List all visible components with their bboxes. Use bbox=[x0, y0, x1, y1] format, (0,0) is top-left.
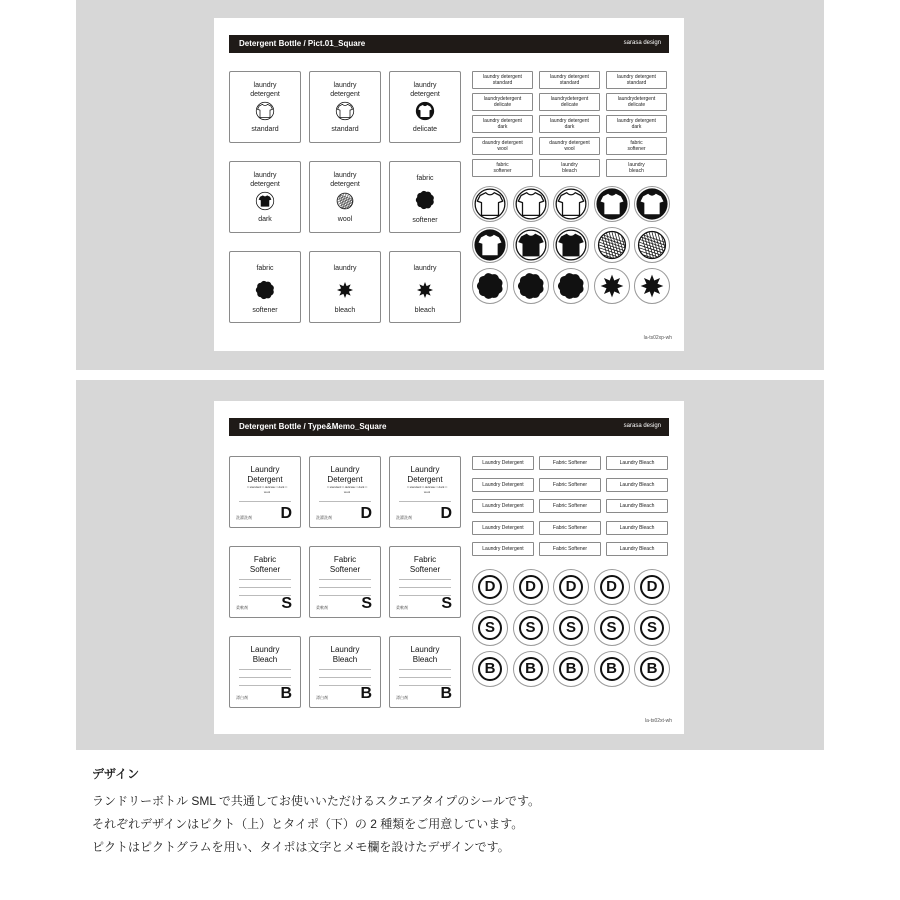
round-letter: B bbox=[559, 657, 583, 681]
small-label-sticker bbox=[606, 93, 667, 111]
round-pict-sticker bbox=[594, 186, 630, 222]
burst-star-icon bbox=[595, 269, 629, 303]
card-initial: D bbox=[440, 505, 452, 522]
card-options: □ standard □ delicate □ dark □ wool bbox=[246, 485, 288, 494]
type-memo-sheet-panel bbox=[76, 380, 824, 750]
small-label-text: fabric bbox=[496, 162, 509, 168]
cloud-badge-icon bbox=[473, 269, 507, 303]
card-title-line: Laundry bbox=[250, 645, 280, 654]
round-pict-sticker bbox=[553, 268, 589, 304]
type-label-sticker: Laundry Bleach bbox=[606, 542, 668, 556]
small-label-text: daundry detergent bbox=[549, 140, 590, 146]
round-letter-sticker bbox=[634, 569, 670, 605]
cloud-badge-icon bbox=[413, 188, 437, 212]
card-label: detergent bbox=[250, 91, 280, 98]
round-pict-sticker bbox=[472, 227, 508, 263]
card-label: detergent bbox=[410, 91, 440, 98]
card-title-line: Bleach bbox=[412, 655, 438, 664]
small-label-text: laundrydetergent bbox=[550, 96, 589, 102]
type-memo-sticker-card bbox=[229, 546, 301, 618]
description-heading: デザイン bbox=[92, 767, 140, 781]
card-initial: S bbox=[361, 595, 372, 612]
card-label: laundry bbox=[253, 82, 277, 89]
type-label-sticker: Laundry Detergent bbox=[472, 499, 534, 513]
burst-star-icon bbox=[413, 278, 437, 302]
memo-line bbox=[319, 579, 371, 580]
round-letter: S bbox=[640, 616, 664, 640]
card-title-line: Bleach bbox=[252, 655, 278, 664]
card-title-line: Detergent bbox=[327, 475, 363, 484]
shirt-black-icon bbox=[554, 228, 588, 262]
card-label: detergent bbox=[330, 91, 360, 98]
small-label-sticker bbox=[606, 71, 667, 89]
round-letter-sticker bbox=[472, 610, 508, 646]
small-label-sticker bbox=[472, 137, 533, 155]
pict-sticker-card bbox=[389, 71, 461, 143]
round-letter: B bbox=[519, 657, 543, 681]
card-label: fabric bbox=[256, 265, 274, 272]
shirt-dark-circle-icon bbox=[415, 101, 435, 121]
wool-ball-icon bbox=[595, 228, 629, 262]
round-pict-sticker bbox=[553, 186, 589, 222]
small-label-text: dark bbox=[631, 124, 642, 130]
type-label-sticker: Laundry Detergent bbox=[472, 542, 534, 556]
wool-ball-icon bbox=[635, 228, 669, 262]
memo-line bbox=[239, 677, 291, 678]
small-label-text: dark bbox=[564, 124, 575, 130]
small-label-sticker bbox=[606, 137, 667, 155]
round-letter: D bbox=[519, 575, 543, 599]
card-title-line: Bleach bbox=[332, 655, 358, 664]
round-letter-sticker bbox=[594, 651, 630, 687]
round-pict-sticker bbox=[513, 186, 549, 222]
card-title bbox=[390, 465, 460, 485]
round-letter: S bbox=[478, 616, 502, 640]
round-letter: D bbox=[478, 575, 502, 599]
pict-sticker-card bbox=[309, 71, 381, 143]
card-title-line: Softener bbox=[249, 565, 281, 574]
card-icon bbox=[335, 191, 355, 216]
memo-line bbox=[319, 501, 371, 502]
card-icon bbox=[413, 278, 437, 307]
burst-star-icon bbox=[333, 278, 357, 302]
type-label-sticker: Laundry Detergent bbox=[472, 478, 534, 492]
card-caption: standard bbox=[251, 126, 279, 133]
round-letter-sticker bbox=[553, 651, 589, 687]
shirt-outline-icon bbox=[473, 187, 507, 221]
memo-caption: 洗濯洗剤 bbox=[316, 515, 332, 520]
shirt-filled-dark-icon bbox=[635, 187, 669, 221]
round-pict-sticker bbox=[594, 268, 630, 304]
card-title bbox=[390, 555, 460, 575]
round-pict-sticker bbox=[634, 186, 670, 222]
card-caption: standard bbox=[331, 126, 359, 133]
small-label-sticker bbox=[539, 71, 600, 89]
type-memo-sticker-card bbox=[309, 546, 381, 618]
small-label-text: laundry detergent bbox=[617, 118, 656, 124]
memo-caption: 柔軟剤 bbox=[236, 605, 248, 610]
small-label-text: laundry detergent bbox=[617, 74, 656, 80]
card-icon bbox=[413, 188, 437, 217]
small-label-sticker bbox=[606, 115, 667, 133]
small-label-text: delicate bbox=[560, 102, 579, 108]
type-label-sticker: Laundry Detergent bbox=[472, 521, 534, 535]
pict-sticker-card bbox=[389, 161, 461, 233]
small-label-sticker bbox=[539, 159, 600, 177]
card-caption: delicate bbox=[412, 126, 438, 133]
round-letter-sticker bbox=[594, 569, 630, 605]
card-icon bbox=[255, 191, 275, 216]
card-options: □ standard □ delicate □ dark □ wool bbox=[406, 485, 448, 494]
small-label-sticker bbox=[539, 137, 600, 155]
pict-sticker-card bbox=[229, 251, 301, 323]
small-label-sticker bbox=[472, 115, 533, 133]
small-label-text: wool bbox=[564, 146, 575, 152]
card-title-line: Softener bbox=[329, 565, 361, 574]
type-label-sticker: Fabric Softener bbox=[539, 456, 601, 470]
small-label-text: laundry bbox=[561, 162, 578, 168]
card-initial: D bbox=[360, 505, 372, 522]
round-pict-sticker bbox=[594, 227, 630, 263]
shirt-filled-dark-icon bbox=[595, 187, 629, 221]
card-icon bbox=[415, 101, 435, 126]
pict-sheet-panel bbox=[76, 0, 824, 370]
memo-line bbox=[239, 579, 291, 580]
type-label-sticker: Fabric Softener bbox=[539, 542, 601, 556]
type-label-sticker: Laundry Detergent bbox=[472, 456, 534, 470]
small-label-text: delicate bbox=[627, 102, 646, 108]
card-caption: dark bbox=[258, 216, 272, 223]
round-letter: S bbox=[559, 616, 583, 640]
product-code: la-ts02xt-wh bbox=[645, 718, 672, 724]
round-letter: D bbox=[600, 575, 624, 599]
small-label-sticker bbox=[472, 71, 533, 89]
round-letter-sticker bbox=[513, 610, 549, 646]
round-letter: B bbox=[478, 657, 502, 681]
memo-caption: 柔軟剤 bbox=[316, 605, 328, 610]
round-pict-sticker bbox=[634, 268, 670, 304]
round-pict-sticker bbox=[472, 186, 508, 222]
round-letter: S bbox=[519, 616, 543, 640]
small-label-text: bleach bbox=[629, 168, 644, 174]
card-icon bbox=[333, 278, 357, 307]
round-pict-sticker bbox=[513, 227, 549, 263]
round-letter: B bbox=[640, 657, 664, 681]
memo-caption: 漂白剤 bbox=[396, 695, 408, 700]
card-label: detergent bbox=[250, 181, 280, 188]
small-label-sticker bbox=[539, 93, 600, 111]
type-label-sticker: Fabric Softener bbox=[539, 521, 601, 535]
sheet-title: Detergent Bottle / Pict.01_Square bbox=[239, 39, 366, 48]
pict-sticker-card bbox=[309, 161, 381, 233]
shirt-outline-icon bbox=[255, 101, 275, 121]
round-letter-sticker bbox=[513, 569, 549, 605]
small-label-text: delicate bbox=[493, 102, 512, 108]
card-title-line: Laundry bbox=[330, 465, 360, 474]
cloud-badge-icon bbox=[514, 269, 548, 303]
card-label: laundry bbox=[333, 82, 357, 89]
small-label-text: laundrydetergent bbox=[483, 96, 522, 102]
round-letter-sticker bbox=[472, 651, 508, 687]
round-pict-sticker bbox=[634, 227, 670, 263]
card-caption: bleach bbox=[334, 307, 356, 314]
card-icon bbox=[335, 101, 355, 126]
small-label-text: wool bbox=[497, 146, 508, 152]
round-letter-sticker bbox=[472, 569, 508, 605]
description-line: それぞれデザインはピクト（上）とタイポ（下）の 2 種類をご用意しています。 bbox=[92, 817, 524, 831]
shirt-dark-outline-icon bbox=[255, 191, 275, 211]
card-title-line: Fabric bbox=[333, 555, 357, 564]
description-line: ランドリーボトル SML で共通してお使いいただけるスクエアタイプのシールです。 bbox=[92, 794, 541, 808]
card-title bbox=[310, 555, 380, 575]
product-code: la-ts02xp-wh bbox=[643, 335, 672, 341]
type-label-sticker: Fabric Softener bbox=[539, 499, 601, 513]
type-label-sticker: Laundry Bleach bbox=[606, 521, 668, 535]
memo-line bbox=[399, 669, 451, 670]
round-letter-sticker bbox=[634, 651, 670, 687]
type-label-sticker: Laundry Bleach bbox=[606, 499, 668, 513]
shirt-black-icon bbox=[514, 228, 548, 262]
small-label-text: laundry detergent bbox=[483, 118, 522, 124]
shirt-filled-dark-icon bbox=[473, 228, 507, 262]
card-options: □ standard □ delicate □ dark □ wool bbox=[326, 485, 368, 494]
pict-sticker-sheet bbox=[214, 18, 684, 351]
card-title-line: Fabric bbox=[413, 555, 437, 564]
memo-line bbox=[319, 669, 371, 670]
card-caption: wool bbox=[337, 216, 353, 223]
type-memo-sticker-card bbox=[229, 456, 301, 528]
card-title-line: Softener bbox=[409, 565, 441, 574]
wool-ball-icon bbox=[335, 191, 355, 211]
shirt-outline-icon bbox=[335, 101, 355, 121]
memo-caption: 洗濯洗剤 bbox=[236, 515, 252, 520]
sheet-title-bar bbox=[229, 418, 669, 436]
card-caption: softener bbox=[252, 307, 278, 314]
round-letter: S bbox=[600, 616, 624, 640]
round-letter-sticker bbox=[513, 651, 549, 687]
memo-line bbox=[399, 501, 451, 502]
cloud-badge-icon bbox=[253, 278, 277, 302]
small-label-sticker bbox=[606, 159, 667, 177]
card-label: laundry bbox=[413, 82, 437, 89]
memo-line bbox=[399, 677, 451, 678]
card-initial: B bbox=[360, 685, 372, 702]
small-label-text: standard bbox=[626, 80, 647, 86]
burst-star-icon bbox=[635, 269, 669, 303]
memo-caption: 洗濯洗剤 bbox=[396, 515, 412, 520]
small-label-sticker bbox=[539, 115, 600, 133]
card-icon bbox=[255, 101, 275, 126]
card-label: laundry bbox=[413, 265, 437, 272]
sheet-title-bar bbox=[229, 35, 669, 53]
card-title bbox=[310, 645, 380, 665]
memo-line bbox=[239, 587, 291, 588]
type-memo-sticker-card bbox=[309, 456, 381, 528]
small-label-text: daundry detergent bbox=[482, 140, 523, 146]
memo-caption: 漂白剤 bbox=[316, 695, 328, 700]
type-label-sticker: Laundry Bleach bbox=[606, 478, 668, 492]
round-letter: B bbox=[600, 657, 624, 681]
card-title-line: Laundry bbox=[410, 645, 440, 654]
round-pict-sticker bbox=[513, 268, 549, 304]
cloud-badge-icon bbox=[554, 269, 588, 303]
card-label: detergent bbox=[330, 181, 360, 188]
brand-label: sarasa design bbox=[623, 423, 661, 429]
small-label-text: dark bbox=[497, 124, 508, 130]
round-pict-sticker bbox=[553, 227, 589, 263]
card-title-line: Laundry bbox=[250, 465, 280, 474]
memo-line bbox=[319, 587, 371, 588]
card-initial: D bbox=[280, 505, 292, 522]
type-memo-sticker-card bbox=[309, 636, 381, 708]
card-label: fabric bbox=[416, 175, 434, 182]
pict-sticker-card bbox=[229, 161, 301, 233]
small-label-text: laundry detergent bbox=[483, 74, 522, 80]
card-title-line: Laundry bbox=[410, 465, 440, 474]
small-label-text: laundry detergent bbox=[550, 74, 589, 80]
small-label-text: laundry detergent bbox=[550, 118, 589, 124]
type-sticker-sheet bbox=[214, 401, 684, 734]
card-title-line: Laundry bbox=[330, 645, 360, 654]
memo-caption: 柔軟剤 bbox=[396, 605, 408, 610]
card-title bbox=[230, 465, 300, 485]
small-label-text: bleach bbox=[562, 168, 577, 174]
round-letter-sticker bbox=[634, 610, 670, 646]
card-title bbox=[310, 465, 380, 485]
card-initial: B bbox=[280, 685, 292, 702]
small-label-sticker bbox=[472, 93, 533, 111]
description bbox=[92, 765, 852, 859]
round-letter-sticker bbox=[553, 610, 589, 646]
small-label-text: laundrydetergent bbox=[617, 96, 656, 102]
pict-sticker-card bbox=[309, 251, 381, 323]
card-label: laundry bbox=[333, 265, 357, 272]
description-line: ピクトはピクトグラムを用い、タイポは文字とメモ欄を設けたデザインです。 bbox=[92, 840, 510, 854]
round-letter-sticker bbox=[594, 610, 630, 646]
card-caption: bleach bbox=[414, 307, 436, 314]
shirt-outline-icon bbox=[514, 187, 548, 221]
sheet-title: Detergent Bottle / Type&Memo_Square bbox=[239, 422, 387, 431]
card-title bbox=[230, 555, 300, 575]
small-label-text: fabric bbox=[630, 140, 643, 146]
type-memo-sticker-card bbox=[229, 636, 301, 708]
card-title bbox=[230, 645, 300, 665]
card-label: laundry bbox=[253, 172, 277, 179]
small-label-text: softener bbox=[627, 146, 646, 152]
card-title bbox=[390, 645, 460, 665]
memo-line bbox=[239, 669, 291, 670]
memo-line bbox=[319, 677, 371, 678]
card-caption: softener bbox=[412, 217, 438, 224]
small-label-sticker bbox=[472, 159, 533, 177]
card-title-line: Fabric bbox=[253, 555, 277, 564]
type-memo-sticker-card bbox=[389, 636, 461, 708]
shirt-outline-icon bbox=[554, 187, 588, 221]
pict-sticker-card bbox=[389, 251, 461, 323]
card-label: laundry bbox=[333, 172, 357, 179]
small-label-text: standard bbox=[559, 80, 580, 86]
brand-label: sarasa design bbox=[623, 40, 661, 46]
type-memo-sticker-card bbox=[389, 546, 461, 618]
memo-line bbox=[399, 579, 451, 580]
memo-caption: 漂白剤 bbox=[236, 695, 248, 700]
card-title-line: Detergent bbox=[407, 475, 443, 484]
card-title-line: Detergent bbox=[247, 475, 283, 484]
card-initial: B bbox=[440, 685, 452, 702]
round-pict-sticker bbox=[472, 268, 508, 304]
card-initial: S bbox=[281, 595, 292, 612]
small-label-text: softener bbox=[493, 168, 512, 174]
round-letter: D bbox=[640, 575, 664, 599]
type-label-sticker: Laundry Bleach bbox=[606, 456, 668, 470]
memo-line bbox=[239, 501, 291, 502]
small-label-text: standard bbox=[492, 80, 513, 86]
memo-line bbox=[399, 587, 451, 588]
round-letter: D bbox=[559, 575, 583, 599]
small-label-text: laundry bbox=[628, 162, 645, 168]
round-letter-sticker bbox=[553, 569, 589, 605]
card-initial: S bbox=[441, 595, 452, 612]
type-memo-sticker-card bbox=[389, 456, 461, 528]
card-icon bbox=[253, 278, 277, 307]
type-label-sticker: Fabric Softener bbox=[539, 478, 601, 492]
pict-sticker-card bbox=[229, 71, 301, 143]
